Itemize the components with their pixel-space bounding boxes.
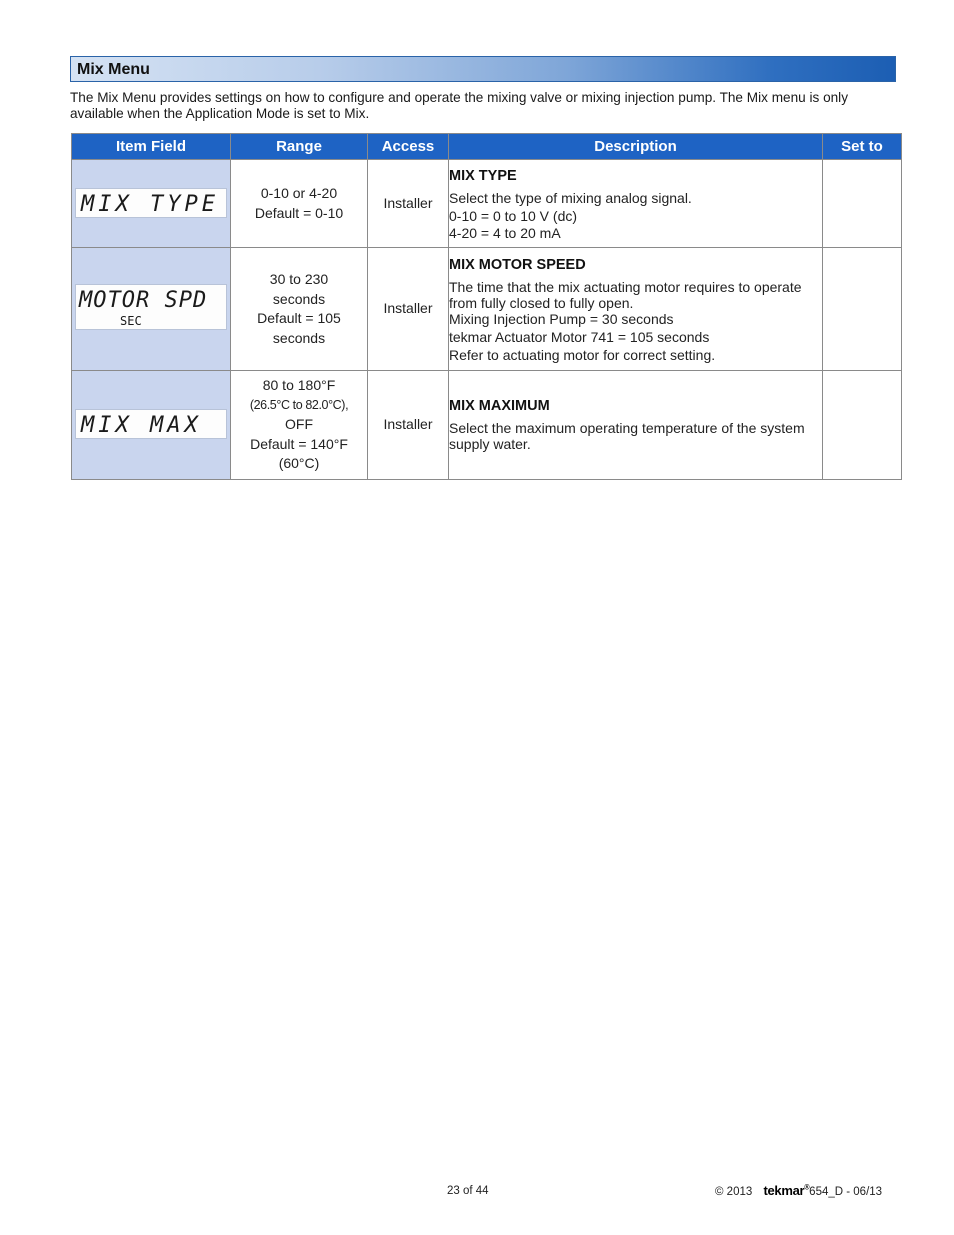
item-field-cell [72,371,231,480]
range-line: Default = 140°F [250,435,348,452]
access-cell: Installer [368,160,449,248]
mix-menu-table [71,133,902,480]
range-line: seconds [272,329,326,346]
range-cell [231,160,368,248]
description-line: The time that the mix actuating motor requires to operate from fully closed to fully open. [449,279,802,312]
lcd-text: MIX MAX [81,413,202,438]
range-line: (26.5°C to 82.0°C), [249,397,349,412]
brand-logo [763,1183,809,1198]
intro-paragraph: The Mix Menu provides settings on how to configure and operate the mixing valve or mixing injection pump. The Mix menu is only available when the Application Mode is set to Mix. [70,90,849,121]
description-title: MIX MAXIMUM [449,398,550,415]
access-cell: Installer [368,371,449,480]
table-row [72,248,902,371]
lcd-display [75,409,227,439]
header-access: Access [368,134,449,160]
range-line: Default = 0-10 [254,204,344,221]
lcd-text: MOTOR SPD [79,288,208,313]
description-line: Select the type of mixing analog signal. [449,189,692,206]
header-description: Description [449,134,823,160]
description-cell [449,160,823,248]
description-title: MIX TYPE [449,167,517,184]
table-row [72,160,902,248]
range-line: 0-10 or 4-20 [260,185,338,201]
set-to-cell[interactable] [823,248,902,371]
range-line: Default = 105 [257,310,341,326]
description-line: 0-10 = 0 to 10 V (dc) [449,207,578,224]
lcd-display [75,188,227,218]
copyright: © 2013 [715,1186,753,1198]
description-line: Refer to actuating motor for correct setting. [449,346,716,363]
description-line: Select the maximum operating temperature of the system supply water. [449,419,805,452]
document-code: 654_D - 06/13 [809,1186,883,1198]
set-to-cell[interactable] [823,160,902,248]
range-line: seconds [272,290,326,307]
range-line: OFF [285,416,313,433]
description-title: MIX MOTOR SPEED [449,257,586,274]
footer-right [715,1183,882,1198]
header-item-field: Item Field [72,134,231,160]
range-cell [231,248,368,371]
brand-name: tekmar [763,1183,805,1198]
lcd-display [75,284,227,330]
table-header-row [72,134,902,160]
description-line: 4-20 = 4 to 20 mA [449,225,561,242]
table-row [72,371,902,480]
description-cell [449,248,823,371]
lcd-unit-text: SEC [120,314,142,328]
range-line: 80 to 180°F [262,377,336,394]
header-range: Range [231,134,368,160]
description-line: Mixing Injection Pump = 30 seconds [449,311,674,328]
header-set-to: Set to [823,134,902,160]
item-field-cell [72,160,231,248]
section-header [70,56,896,82]
description-line: tekmar Actuator Motor 741 = 105 seconds [449,329,710,345]
page-number: 23 of 44 [447,1185,489,1197]
item-field-cell [72,248,231,371]
brand-mark: ® [804,1184,810,1192]
lcd-text: MIX TYPE [81,192,219,217]
description-cell [449,371,823,480]
set-to-cell[interactable] [823,371,902,480]
range-cell [231,371,368,480]
access-cell: Installer [368,248,449,371]
section-title: Mix Menu [77,61,150,78]
range-line: 30 to 230 [269,271,329,287]
range-line: (60°C) [278,455,320,472]
